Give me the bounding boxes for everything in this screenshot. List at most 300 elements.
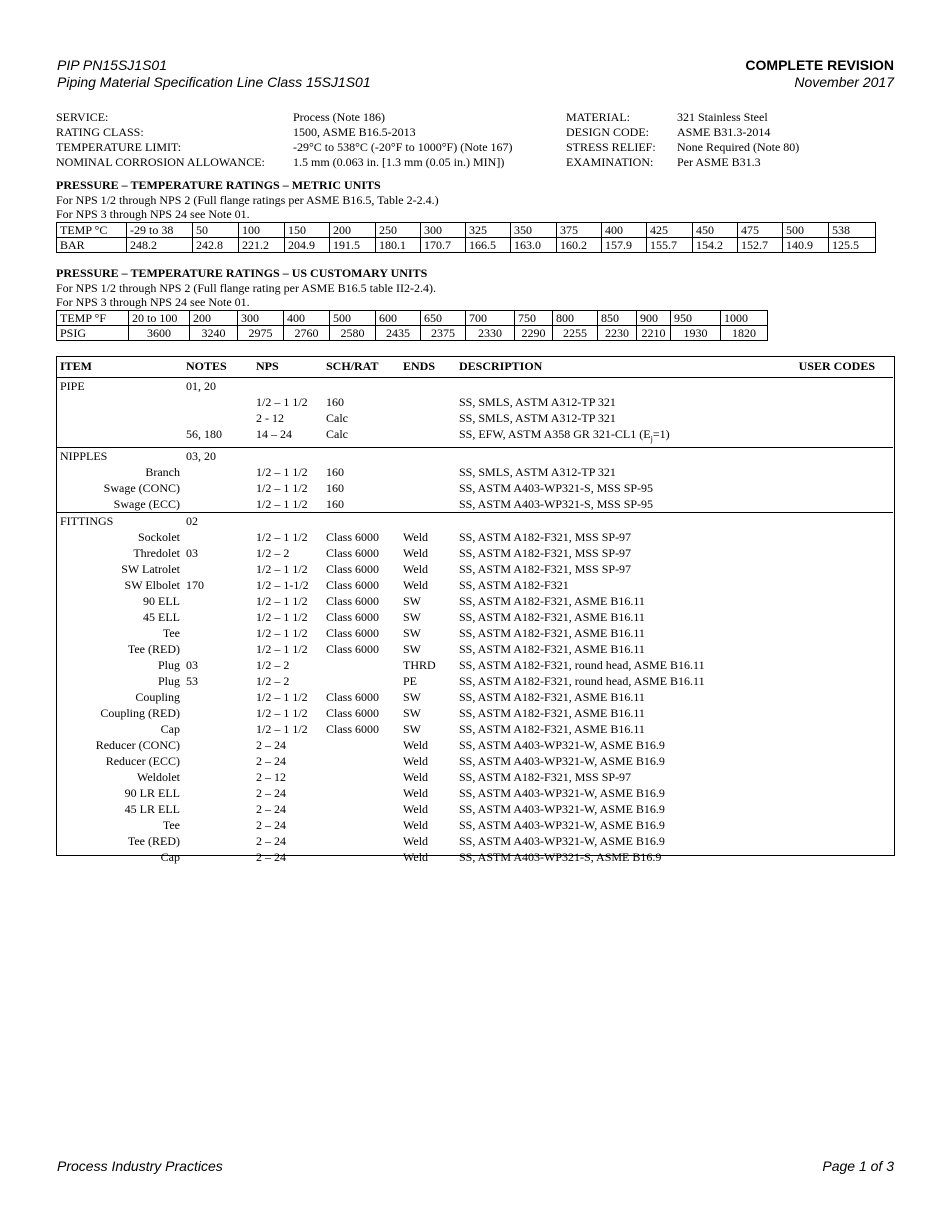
- component-item: Tee (RED): [127, 834, 180, 849]
- component-item: Thredolet: [133, 546, 180, 561]
- component-nps: 2 - 12: [256, 411, 284, 425]
- service-label: NOMINAL CORROSION ALLOWANCE:: [56, 155, 265, 169]
- component-nps: 1/2 – 2: [256, 546, 290, 561]
- component-nps: 1/2 – 1 1/2: [256, 481, 308, 496]
- component-nps: 1/2 – 1 1/2: [256, 626, 308, 641]
- component-nps: 1/2 – 1 1/2: [256, 610, 308, 625]
- component-schedule: [326, 673, 403, 689]
- doc-title: Piping Material Specification Line Class 15SJ1S01: [57, 74, 371, 90]
- component-user-code: [759, 545, 893, 561]
- component-item: SW Elbolet: [124, 578, 180, 593]
- component-user-code: [759, 394, 893, 410]
- component-schedule: Class 6000: [326, 578, 380, 593]
- pressure-cell: 2330: [466, 326, 515, 341]
- pressure-cell: 2975: [238, 326, 284, 341]
- component-user-code: [759, 410, 893, 426]
- component-nps: 2 – 24: [256, 786, 286, 801]
- col-header-user-codes: USER CODES: [798, 359, 875, 373]
- component-user-code: [759, 769, 893, 785]
- us-note-1: For NPS 1/2 through NPS 2 (Full flange rating per ASME B16.5 table II2-2.4).: [56, 281, 436, 295]
- component-schedule: [326, 657, 403, 673]
- component-notes: [186, 625, 256, 641]
- component-item: Reducer (CONC): [95, 738, 180, 753]
- service-value: Process (Note 186): [293, 110, 385, 124]
- component-row: [56, 785, 893, 801]
- component-ends: SW: [403, 626, 421, 641]
- component-description: [459, 448, 759, 465]
- component-item: Plug: [157, 674, 180, 689]
- component-item: Cap: [160, 722, 180, 737]
- component-notes: 02: [186, 513, 256, 530]
- component-schedule: Class 6000: [326, 530, 380, 545]
- pressure-cell: 221.2: [239, 238, 285, 253]
- component-nps: 1/2 – 1 1/2: [256, 722, 308, 737]
- component-item: Tee (RED): [127, 642, 180, 657]
- component-notes: [186, 833, 256, 849]
- component-item: Coupling: [135, 690, 180, 705]
- component-schedule: [326, 849, 403, 865]
- component-notes: [186, 480, 256, 496]
- temp-row-label: TEMP °F: [57, 311, 129, 326]
- service-value: -29°C to 538°C (-20°F to 1000°F) (Note 167): [293, 140, 513, 154]
- temp-cell: 350: [511, 223, 557, 238]
- component-ends: Weld: [403, 738, 429, 753]
- component-item: [56, 394, 186, 410]
- pressure-row-label: BAR: [57, 238, 127, 253]
- component-notes: [186, 785, 256, 801]
- component-notes: 53: [186, 674, 198, 689]
- component-notes: [186, 529, 256, 545]
- pressure-cell: 191.5: [330, 238, 376, 253]
- document-header-left: [57, 57, 371, 91]
- component-ends: SW: [403, 594, 421, 609]
- component-item: Reducer (ECC): [105, 754, 180, 769]
- service-info-row: [56, 110, 827, 125]
- component-user-code: [759, 785, 893, 801]
- pressure-cell: 154.2: [693, 238, 738, 253]
- component-notes: [186, 737, 256, 753]
- service-label: STRESS RELIEF:: [566, 140, 656, 154]
- component-row: [56, 833, 893, 849]
- doc-id: PIP PN15SJ1S01: [57, 57, 167, 73]
- service-label: SERVICE:: [56, 110, 109, 124]
- service-label: DESIGN CODE:: [566, 125, 649, 139]
- temp-cell: 200: [330, 223, 376, 238]
- component-schedule: Calc: [326, 411, 348, 425]
- pressure-cell: 180.1: [376, 238, 421, 253]
- pressure-cell: 1820: [721, 326, 768, 341]
- pressure-cell: 2290: [515, 326, 553, 341]
- temp-row-label: TEMP °C: [57, 223, 127, 238]
- component-row: [56, 426, 893, 448]
- component-notes: [186, 849, 256, 865]
- component-schedule: Calc: [326, 427, 348, 441]
- component-notes: [186, 496, 256, 513]
- component-description: SS, ASTM A182-F321, ASME B16.11: [459, 626, 645, 641]
- temp-cell: -29 to 38: [127, 223, 193, 238]
- component-row: [56, 801, 893, 817]
- component-nps: 2 – 24: [256, 850, 286, 865]
- component-description: SS, ASTM A403-WP321-W, ASME B16.9: [459, 786, 665, 801]
- component-item: 45 ELL: [143, 610, 180, 625]
- pressure-cell: 2230: [598, 326, 637, 341]
- temp-cell: 450: [693, 223, 738, 238]
- component-schedule: [326, 753, 403, 769]
- component-item: 90 LR ELL: [124, 786, 180, 801]
- component-row: [56, 529, 893, 545]
- component-row: [56, 394, 893, 410]
- component-row: [56, 849, 893, 865]
- component-nps: 14 – 24: [256, 427, 292, 441]
- component-description: SS, ASTM A182-F321, round head, ASME B16.11: [459, 658, 705, 673]
- component-notes: 03: [186, 658, 198, 673]
- component-schedule: 160: [326, 395, 344, 409]
- component-item: Weldolet: [136, 770, 180, 785]
- component-ends: [403, 410, 459, 426]
- component-row: [56, 561, 893, 577]
- temp-cell: 750: [515, 311, 553, 326]
- pressure-cell: 3600: [129, 326, 190, 341]
- temp-cell: 850: [598, 311, 637, 326]
- component-nps: [256, 448, 326, 465]
- temp-cell: 300: [238, 311, 284, 326]
- component-user-code: [759, 705, 893, 721]
- component-group-row: [56, 513, 893, 530]
- component-user-code: [759, 426, 893, 448]
- component-schedule: 160: [326, 465, 344, 480]
- component-user-code: [759, 817, 893, 833]
- component-item: SW Latrolet: [121, 562, 180, 577]
- component-ends: Weld: [403, 802, 429, 817]
- pressure-row-label: PSIG: [57, 326, 129, 341]
- us-ratings-title: PRESSURE – TEMPERATURE RATINGS – US CUSTOMARY UNITS: [56, 266, 428, 280]
- temp-cell: 20 to 100: [129, 311, 190, 326]
- component-row: [56, 769, 893, 785]
- component-row: [56, 464, 893, 480]
- component-description: SS, SMLS, ASTM A312-TP 321: [459, 395, 616, 409]
- component-description: SS, EFW, ASTM A358 GR 321-CL1 $(E_j=1)$: [459, 427, 670, 444]
- component-nps: 2 – 24: [256, 818, 286, 833]
- component-nps: 2 – 12: [256, 770, 286, 785]
- component-schedule: [326, 737, 403, 753]
- metric-note-1: For NPS 1/2 through NPS 2 (Full flange ratings per ASME B16.5, Table 2-2.4.): [56, 193, 439, 207]
- component-user-code: [759, 625, 893, 641]
- component-description: SS, ASTM A403-WP321-W, ASME B16.9: [459, 818, 665, 833]
- temp-cell: 250: [376, 223, 421, 238]
- component-user-code: [759, 753, 893, 769]
- col-header-nps: NPS: [256, 359, 279, 373]
- document-header-right: [745, 57, 894, 91]
- component-row: [56, 689, 893, 705]
- pressure-cell: 125.5: [829, 238, 876, 253]
- footer-publisher: Process Industry Practices: [57, 1158, 223, 1174]
- component-row: [56, 609, 893, 625]
- temp-cell: 500: [783, 223, 829, 238]
- col-header-ends: ENDS: [403, 359, 436, 373]
- subscript-j: j: [650, 434, 653, 444]
- component-item: 45 LR ELL: [124, 802, 180, 817]
- footer-page-number: Page 1 of 3: [822, 1158, 894, 1174]
- temp-cell: 900: [637, 311, 671, 326]
- us-ratings-table: [56, 310, 768, 341]
- component-ends: Weld: [403, 818, 429, 833]
- component-description: SS, ASTM A182-F321, ASME B16.11: [459, 706, 645, 721]
- component-description: SS, SMLS, ASTM A312-TP 321: [459, 465, 616, 480]
- component-description: SS, ASTM A182-F321, MSS SP-97: [459, 530, 632, 545]
- pressure-cell: 248.2: [127, 238, 193, 253]
- component-schedule: [326, 833, 403, 849]
- component-row: [56, 577, 893, 593]
- pressure-cell: 2435: [376, 326, 421, 341]
- pressure-cell: 155.7: [647, 238, 693, 253]
- component-user-code: [759, 833, 893, 849]
- component-item: Swage (CONC): [103, 481, 180, 496]
- component-ends: [403, 448, 459, 465]
- component-nps: 2 – 24: [256, 802, 286, 817]
- component-notes: [186, 817, 256, 833]
- component-nps: 1/2 – 1 1/2: [256, 395, 308, 409]
- component-notes: 56, 180: [186, 427, 222, 441]
- temp-cell: 100: [239, 223, 285, 238]
- temp-cell: 375: [557, 223, 602, 238]
- component-user-code: [759, 464, 893, 480]
- pressure-cell: 242.8: [193, 238, 239, 253]
- component-schedule: [326, 448, 403, 465]
- component-description: SS, ASTM A403-WP321-S, MSS SP-95: [459, 497, 654, 512]
- component-ends: [403, 464, 459, 480]
- component-description: [459, 378, 759, 395]
- component-user-code: [759, 448, 893, 465]
- component-ends: Weld: [403, 850, 429, 865]
- pressure-cell: 1930: [671, 326, 721, 341]
- metric-ratings-title: PRESSURE – TEMPERATURE RATINGS – METRIC UNITS: [56, 178, 381, 192]
- component-item: 90 ELL: [143, 594, 180, 609]
- component-notes: [186, 801, 256, 817]
- component-notes: [186, 689, 256, 705]
- metric-ratings-table: [56, 222, 876, 253]
- component-notes: 01, 20: [186, 378, 256, 395]
- component-description: SS, ASTM A182-F321, MSS SP-97: [459, 770, 632, 785]
- component-row: [56, 593, 893, 609]
- component-schedule: 160: [326, 481, 344, 496]
- component-description: SS, ASTM A403-WP321-W, ASME B16.9: [459, 802, 665, 817]
- component-description: SS, ASTM A182-F321, MSS SP-97: [459, 562, 632, 577]
- service-value: 321 Stainless Steel: [677, 110, 768, 124]
- component-nps: 1/2 – 1 1/2: [256, 706, 308, 721]
- col-header-item: ITEM: [60, 359, 93, 373]
- component-item: PIPE: [56, 378, 186, 395]
- component-item: Tee: [162, 818, 180, 833]
- component-description: SS, ASTM A182-F321, ASME B16.11: [459, 690, 645, 705]
- component-schedule: [326, 817, 403, 833]
- component-row: [56, 480, 893, 496]
- service-value: None Required (Note 80): [677, 140, 800, 154]
- component-ends: [403, 426, 459, 448]
- temp-cell: 538: [829, 223, 876, 238]
- component-row: [56, 496, 893, 513]
- component-user-code: [759, 737, 893, 753]
- component-user-code: [759, 561, 893, 577]
- component-ends: THRD: [403, 658, 436, 673]
- component-user-code: [759, 801, 893, 817]
- component-user-code: [759, 641, 893, 657]
- component-row: [56, 705, 893, 721]
- component-schedule: Class 6000: [326, 562, 380, 577]
- component-item: [56, 426, 186, 448]
- service-label: RATING CLASS:: [56, 125, 144, 139]
- service-label: EXAMINATION:: [566, 155, 654, 169]
- component-ends: Weld: [403, 578, 429, 593]
- component-item: Cap: [160, 850, 180, 865]
- pressure-cell: 170.7: [421, 238, 466, 253]
- component-schedule: Class 6000: [326, 706, 380, 721]
- temp-cell: 500: [330, 311, 376, 326]
- component-item: Swage (ECC): [113, 497, 180, 512]
- component-ends: [403, 513, 459, 530]
- component-schedule: [326, 769, 403, 785]
- component-group-row: [56, 378, 893, 395]
- service-value: ASME B31.3-2014: [677, 125, 771, 139]
- component-schedule: [326, 378, 403, 395]
- service-info-table: [56, 110, 827, 170]
- component-nps: [256, 378, 326, 395]
- component-notes: [186, 464, 256, 480]
- component-notes: 170: [186, 578, 204, 593]
- temp-cell: 950: [671, 311, 721, 326]
- metric-pressure-row: [57, 238, 876, 253]
- component-schedule: [326, 801, 403, 817]
- component-description: SS, ASTM A403-WP321-W, ASME B16.9: [459, 738, 665, 753]
- component-schedule: Class 6000: [326, 690, 380, 705]
- metric-note-2: For NPS 3 through NPS 24 see Note 01.: [56, 207, 250, 221]
- temp-cell: 200: [190, 311, 238, 326]
- component-notes: [186, 721, 256, 737]
- component-description: SS, ASTM A182-F321, MSS SP-97: [459, 546, 632, 561]
- temp-cell: 700: [466, 311, 515, 326]
- component-schedule: Class 6000: [326, 594, 380, 609]
- temp-cell: 475: [738, 223, 783, 238]
- pressure-cell: 3240: [190, 326, 238, 341]
- component-item: FITTINGS: [56, 513, 186, 530]
- component-notes: [186, 609, 256, 625]
- component-nps: 1/2 – 1 1/2: [256, 690, 308, 705]
- service-label: TEMPERATURE LIMIT:: [56, 140, 182, 154]
- component-user-code: [759, 480, 893, 496]
- component-schedule: [326, 513, 403, 530]
- component-description: [459, 513, 759, 530]
- pressure-cell: 152.7: [738, 238, 783, 253]
- component-description: SS, ASTM A403-WP321-S, ASME B16.9: [459, 850, 662, 865]
- component-description: SS, ASTM A182-F321, ASME B16.11: [459, 610, 645, 625]
- component-row: [56, 721, 893, 737]
- pressure-cell: 166.5: [466, 238, 511, 253]
- component-row: [56, 657, 893, 673]
- component-nps: 1/2 – 1 1/2: [256, 530, 308, 545]
- component-ends: [403, 394, 459, 410]
- component-notes: [186, 705, 256, 721]
- component-nps: 1/2 – 1 1/2: [256, 497, 308, 512]
- metric-temp-row: [57, 223, 876, 238]
- component-user-code: [759, 577, 893, 593]
- component-row: [56, 545, 893, 561]
- pressure-cell: 157.9: [602, 238, 647, 253]
- component-nps: 1/2 – 2: [256, 658, 290, 673]
- component-row: [56, 410, 893, 426]
- component-schedule: [326, 785, 403, 801]
- component-row: [56, 673, 893, 689]
- component-ends: SW: [403, 722, 421, 737]
- component-description: SS, ASTM A403-WP321-S, MSS SP-95: [459, 481, 654, 496]
- component-user-code: [759, 378, 893, 395]
- component-ends: [403, 378, 459, 395]
- components-header-row: [56, 357, 893, 378]
- component-description: SS, ASTM A182-F321, round head, ASME B16.11: [459, 674, 705, 689]
- pressure-cell: 160.2: [557, 238, 602, 253]
- pressure-cell: 2760: [284, 326, 330, 341]
- pressure-cell: 204.9: [285, 238, 330, 253]
- component-notes: [186, 593, 256, 609]
- component-ends: PE: [403, 674, 418, 689]
- component-description: SS, ASTM A403-WP321-W, ASME B16.9: [459, 754, 665, 769]
- component-nps: 1/2 – 1 1/2: [256, 642, 308, 657]
- component-ends: Weld: [403, 530, 429, 545]
- component-row: [56, 625, 893, 641]
- component-notes: [186, 769, 256, 785]
- component-item: [56, 410, 186, 426]
- component-description: SS, ASTM A182-F321: [459, 578, 569, 593]
- pressure-cell: 2210: [637, 326, 671, 341]
- component-group-row: [56, 448, 893, 465]
- service-value: 1.5 mm (0.063 in. [1.3 mm (0.05 in.) MIN]): [293, 155, 505, 169]
- temp-cell: 425: [647, 223, 693, 238]
- temp-cell: 150: [285, 223, 330, 238]
- col-header-notes: NOTES: [186, 359, 227, 373]
- component-user-code: [759, 609, 893, 625]
- component-user-code: [759, 529, 893, 545]
- component-notes: 03: [186, 546, 198, 561]
- component-ends: [403, 496, 459, 513]
- service-info-row: [56, 155, 827, 170]
- component-schedule: Class 6000: [326, 626, 380, 641]
- pressure-cell: 2580: [330, 326, 376, 341]
- component-ends: SW: [403, 690, 421, 705]
- component-item: Plug: [157, 658, 180, 673]
- revision-label: COMPLETE REVISION: [745, 57, 894, 73]
- component-description: SS, ASTM A182-F321, ASME B16.11: [459, 722, 645, 737]
- service-value: 1500, ASME B16.5-2013: [293, 125, 416, 139]
- temp-cell: 300: [421, 223, 466, 238]
- component-user-code: [759, 593, 893, 609]
- component-row: [56, 753, 893, 769]
- component-ends: [403, 480, 459, 496]
- service-label: MATERIAL:: [566, 110, 630, 124]
- component-ends: Weld: [403, 562, 429, 577]
- us-temp-row: [57, 311, 768, 326]
- component-description: SS, ASTM A403-WP321-W, ASME B16.9: [459, 834, 665, 849]
- component-schedule: Class 6000: [326, 722, 380, 737]
- component-user-code: [759, 496, 893, 513]
- temp-cell: 400: [284, 311, 330, 326]
- temp-cell: 650: [421, 311, 466, 326]
- service-value: Per ASME B31.3: [677, 155, 761, 169]
- component-row: [56, 737, 893, 753]
- component-description: SS, ASTM A182-F321, ASME B16.11: [459, 642, 645, 657]
- component-ends: SW: [403, 642, 421, 657]
- component-ends: Weld: [403, 754, 429, 769]
- pressure-cell: 2375: [421, 326, 466, 341]
- component-ends: SW: [403, 610, 421, 625]
- component-user-code: [759, 849, 893, 865]
